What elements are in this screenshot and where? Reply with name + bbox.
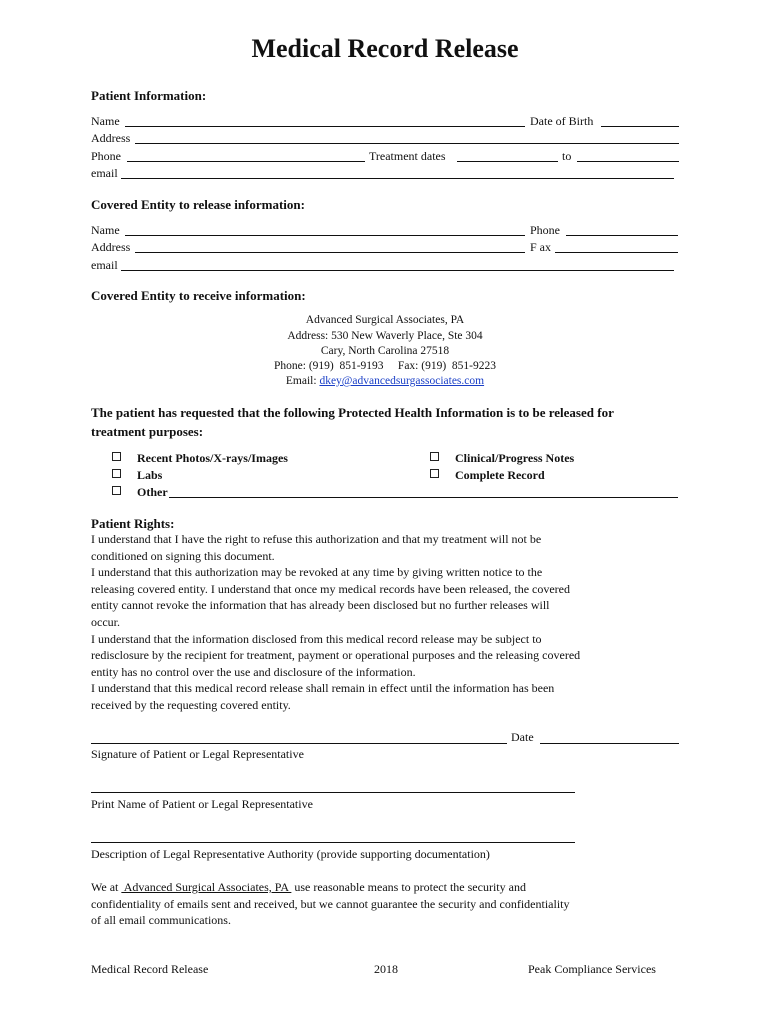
email-notice-line-1 (91, 879, 691, 896)
rights-line: conditioned on signing this document. (91, 548, 275, 563)
print-name-label: Print Name of Patient or Legal Representative (91, 797, 313, 811)
release-entity-heading: Covered Entity to release information: (91, 197, 305, 212)
signature-date-field[interactable] (540, 743, 679, 744)
patient-dob-field[interactable] (601, 126, 679, 127)
checkbox-labs-label: Labs (137, 468, 163, 482)
checkbox-other-label: Other (137, 485, 168, 499)
release-fax-label: F ax (530, 240, 551, 254)
treatment-date-from-field[interactable] (457, 161, 558, 162)
rights-line: occur. (91, 614, 120, 629)
release-name-label: Name (91, 223, 120, 237)
email-notice (91, 879, 691, 929)
email-notice-line-3: of all email communications. (91, 913, 231, 928)
patient-rights-text (91, 531, 691, 714)
receive-email-label: Email: (285, 375, 317, 387)
other-specify-field[interactable] (169, 497, 678, 498)
checkbox-clinical-notes[interactable] (430, 451, 574, 466)
notice-prefix: We at (91, 880, 119, 894)
footer-left: Medical Record Release (91, 962, 209, 976)
checkbox-clinical-notes-label: Clinical/Progress Notes (455, 451, 575, 465)
checkbox-icon[interactable] (112, 452, 121, 461)
checkbox-labs[interactable] (112, 468, 162, 483)
patient-email-label: email (91, 166, 118, 180)
notice-org: Advanced Surgical Associates, PA (121, 880, 292, 894)
release-email-label: email (91, 258, 118, 272)
footer-center: 2018 (374, 962, 398, 976)
patient-address-label: Address (91, 131, 131, 145)
rights-line: I understand that I have the right to refuse this authorization and that my treatment will not be (91, 532, 542, 546)
authority-description-field[interactable] (91, 842, 575, 843)
patient-info-heading: Patient Information: (91, 88, 207, 103)
rights-line: entity cannot revoke the information that has already been disclosed but no further releases will (91, 598, 550, 613)
release-phone-field[interactable] (566, 235, 678, 236)
checkbox-complete-record[interactable] (430, 468, 545, 483)
receive-address: Address: 530 New Waverly Place, Ste 304 (287, 330, 483, 342)
patient-phone-label: Phone (91, 149, 121, 163)
rights-line: I understand that this medical record release shall remain in effect until the information has been (91, 681, 555, 696)
checkbox-complete-record-label: Complete Record (455, 468, 545, 482)
rights-line: entity has no control over the use and disclosure of the information. (91, 664, 416, 679)
footer-right: Peak Compliance Services (528, 962, 656, 976)
print-name-field[interactable] (91, 792, 575, 793)
release-fax-field[interactable] (555, 252, 678, 253)
authority-description-label: Description of Legal Representative Authority (provide supporting documentation) (91, 847, 490, 861)
signature-label: Signature of Patient or Legal Representative (91, 747, 304, 761)
release-email-field[interactable] (121, 270, 674, 271)
checkbox-recent-photos-label: Recent Photos/X-rays/Images (137, 451, 288, 465)
receive-email-line (0, 374, 770, 389)
receive-phones: Phone: (919) 851-9193 Fax: (919) 851-9223 (274, 360, 496, 372)
signature-date-label: Date (511, 730, 534, 744)
email-notice-line-2: confidentiality of emails sent and received, but we cannot guarantee the security and confidentiality (91, 896, 570, 911)
notice-suffix: use reasonable means to protect the security and (294, 880, 526, 894)
patient-email-field[interactable] (121, 178, 674, 179)
patient-dob-label: Date of Birth (530, 114, 594, 128)
signature-field[interactable] (91, 743, 507, 744)
receive-city: Cary, North Carolina 27518 (320, 345, 450, 357)
page-title: Medical Record Release (251, 34, 519, 63)
release-address-field[interactable] (135, 252, 525, 253)
phi-heading-line-1: The patient has requested that the following Protected Health Information is to be released for (91, 405, 614, 420)
treatment-to-label: to (562, 149, 572, 163)
receive-email-link[interactable]: dkey@advancedsurgassociates.com (319, 375, 485, 387)
checkbox-icon[interactable] (112, 469, 121, 478)
rights-line: releasing covered entity. I understand that once my medical records have been released, the covered (91, 581, 571, 596)
checkbox-icon[interactable] (112, 486, 121, 495)
rights-line: redisclosure by the recipient for treatment, payment or operational purposes and the releasing covered (91, 648, 581, 663)
rights-line: I understand that this authorization may be revoked at any time by giving written notice to the (91, 565, 543, 580)
treatment-dates-label: Treatment dates (369, 149, 446, 163)
checkbox-icon[interactable] (430, 469, 439, 478)
checkbox-icon[interactable] (430, 452, 439, 461)
checkbox-other[interactable] (112, 485, 168, 500)
phi-heading-line-2: treatment purposes: (91, 424, 204, 439)
treatment-date-to-field[interactable] (577, 161, 679, 162)
patient-address-field[interactable] (135, 143, 679, 144)
receive-org: Advanced Surgical Associates, PA (305, 314, 465, 326)
patient-phone-field[interactable] (127, 161, 365, 162)
patient-rights-heading: Patient Rights: (91, 516, 175, 531)
patient-name-label: Name (91, 114, 120, 128)
release-address-label: Address (91, 240, 131, 254)
rights-line: received by the requesting covered entity. (91, 697, 291, 712)
release-name-field[interactable] (125, 235, 525, 236)
checkbox-recent-photos[interactable] (112, 451, 288, 466)
release-phone-label: Phone (530, 223, 560, 237)
rights-line: I understand that the information disclosed from this medical record release may be subject to (91, 631, 542, 646)
receive-entity-heading: Covered Entity to receive information: (91, 288, 306, 303)
patient-name-field[interactable] (125, 126, 525, 127)
